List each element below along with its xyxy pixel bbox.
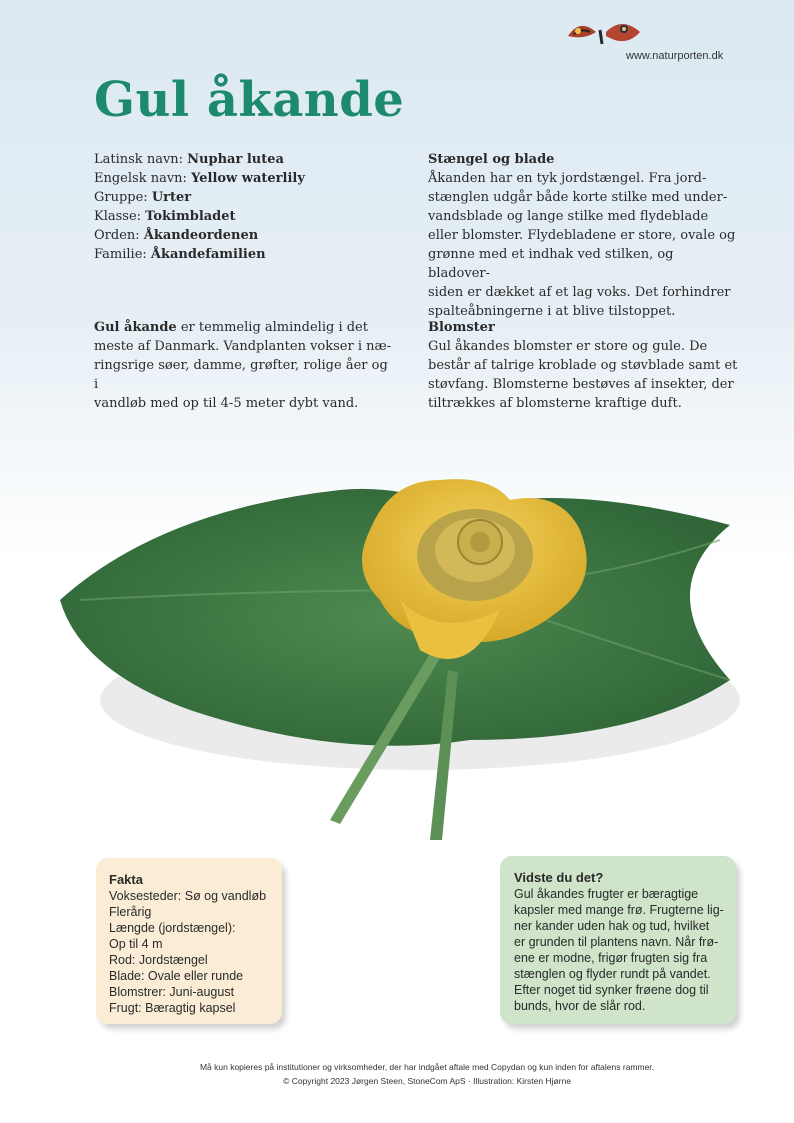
taxonomy-row: Klasse: Tokimbladet xyxy=(94,209,236,224)
website-url[interactable]: www.naturporten.dk xyxy=(626,50,724,62)
water-lily-illustration xyxy=(40,440,760,840)
footer-license: Må kun kopieres på institutioner og virksomheder, der har indgået aftale med Copydan og kun inden for aftalens rammer. xyxy=(199,1062,655,1072)
fakta-box: Fakta Voksesteder: Sø og vandløb Flerårig Længde (jordstængel): Op til 4 m Rod: Jordstængel Blade: Ovale eller runde Blomstrer: Juni-august Frugt: Bæragtig kapsel xyxy=(96,858,282,1024)
taxonomy-row: Gruppe: Urter xyxy=(94,190,192,205)
footer-copyright: © Copyright 2023 Jørgen Steen, StoneCom ApS · Illustration: Kirsten Hjørne xyxy=(283,1076,571,1086)
butterfly-icon xyxy=(560,14,646,54)
page-title: Gul åkande xyxy=(94,72,405,128)
stem-section: Stængel og blade Åkanden har en tyk jordstængel. Fra jord- stænglen udgår både korte stilke med under- vandsblade og lange stilke med flydeblade eller blomster. Flydebladene er store, ovale og grønne med et indhak ved stilken, og bladover- siden er dækket af et lag voks. Det forhindrer spalteåbningerne i at blive tilstoppet. xyxy=(428,150,738,321)
taxonomy-row: Orden: Åkandeordenen xyxy=(94,228,259,243)
fakta-title: Fakta xyxy=(109,872,143,887)
section-heading: Stængel og blade xyxy=(428,152,555,167)
flower-section: Blomster Gul åkandes blomster er store og gule. De består af talrige kroblade og støvblade samt et støvfang. Blomsterne bestøves af insekter, der tiltrækkes af blomsterne kraftige duft. xyxy=(428,320,738,411)
did-you-know-box: Vidste du det? Gul åkandes frugter er bæragtige kapsler med mange frø. Frugterne lig- ner kander uden hak og tud, hvilket er grunden til plantens navn. Når frø- ene er modne, frigør frugten sig fra stænglen og flyder rundt på vandet. Efter noget tid synker frøene dog til bunds, hvor de slår rod. xyxy=(500,856,736,1024)
taxonomy-list xyxy=(94,150,305,264)
did-you-know-title: Vidste du det? xyxy=(514,870,604,885)
taxonomy-row: Engelsk navn: Yellow waterlily xyxy=(94,171,305,186)
taxonomy-row: Latinsk navn: Nuphar lutea xyxy=(94,152,284,167)
section-heading: Blomster xyxy=(428,320,495,335)
taxonomy-row: Familie: Åkandefamilien xyxy=(94,247,266,262)
intro-paragraph: Gul åkande er temmelig almindelig i det meste af Danmark. Vandplanten vokser i næ- ringsrige søer, damme, grøfter, rolige åer og i vandløb med op til 4-5 meter dybt vand. xyxy=(94,320,392,411)
